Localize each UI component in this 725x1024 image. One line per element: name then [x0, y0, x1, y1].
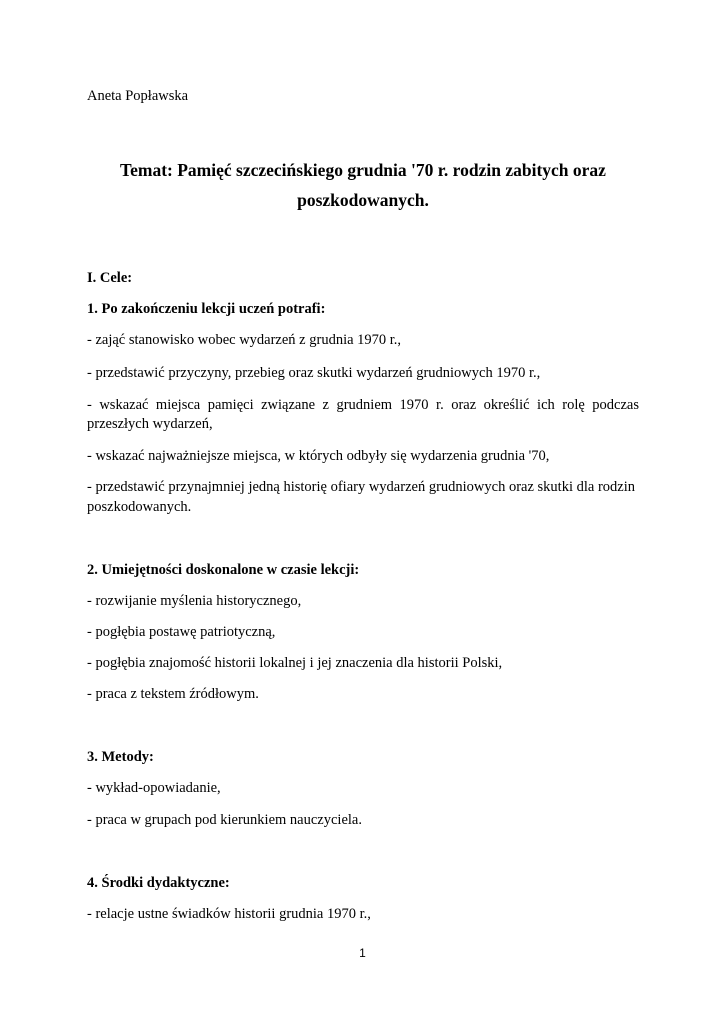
- list-item-continuation: przeszłych wydarzeń,: [87, 416, 213, 432]
- list-item: - rozwijanie myślenia historycznego,: [87, 593, 302, 609]
- page-number: 1: [359, 946, 366, 960]
- author-name: Aneta Popławska: [87, 88, 189, 104]
- list-item: - wskazać miejsca pamięci związane z grudniem 1970 r. oraz określić ich rolę podczas: [87, 397, 639, 413]
- section-1-heading: I. Cele:: [87, 270, 133, 286]
- list-item: - relacje ustne świadków historii grudnia 1970 r.,: [87, 906, 371, 922]
- title-line-1: Temat: Pamięć szczecińskiego grudnia '70 r. rodzin zabitych oraz: [120, 160, 606, 180]
- list-item: - praca z tekstem źródłowym.: [87, 686, 259, 702]
- section-1-subheading: 1. Po zakończeniu lekcji uczeń potrafi:: [87, 301, 326, 317]
- section-2-heading: 2. Umiejętności doskonalone w czasie lekcji:: [87, 562, 360, 578]
- list-item: - wskazać najważniejsze miejsca, w których odbyły się wydarzenia grudnia '70,: [87, 448, 550, 464]
- section-3-heading: 3. Metody:: [87, 749, 154, 765]
- list-item: - przedstawić przyczyny, przebieg oraz skutki wydarzeń grudniowych 1970 r.,: [87, 365, 541, 381]
- list-item: - praca w grupach pod kierunkiem nauczyciela.: [87, 812, 362, 828]
- list-item: - zająć stanowisko wobec wydarzeń z grudnia 1970 r.,: [87, 332, 402, 348]
- list-item: - przedstawić przynajmniej jedną historię ofiary wydarzeń grudniowych oraz skutki dla rodzin: [87, 479, 635, 495]
- list-item: - pogłębia znajomość historii lokalnej i jej znaczenia dla historii Polski,: [87, 655, 503, 671]
- list-item-continuation: poszkodowanych.: [87, 499, 192, 515]
- list-item: - wykład-opowiadanie,: [87, 780, 221, 796]
- section-4-heading: 4. Środki dydaktyczne:: [87, 875, 230, 891]
- list-item: - pogłębia postawę patriotyczną,: [87, 624, 276, 640]
- title-line-2: poszkodowanych.: [297, 190, 429, 210]
